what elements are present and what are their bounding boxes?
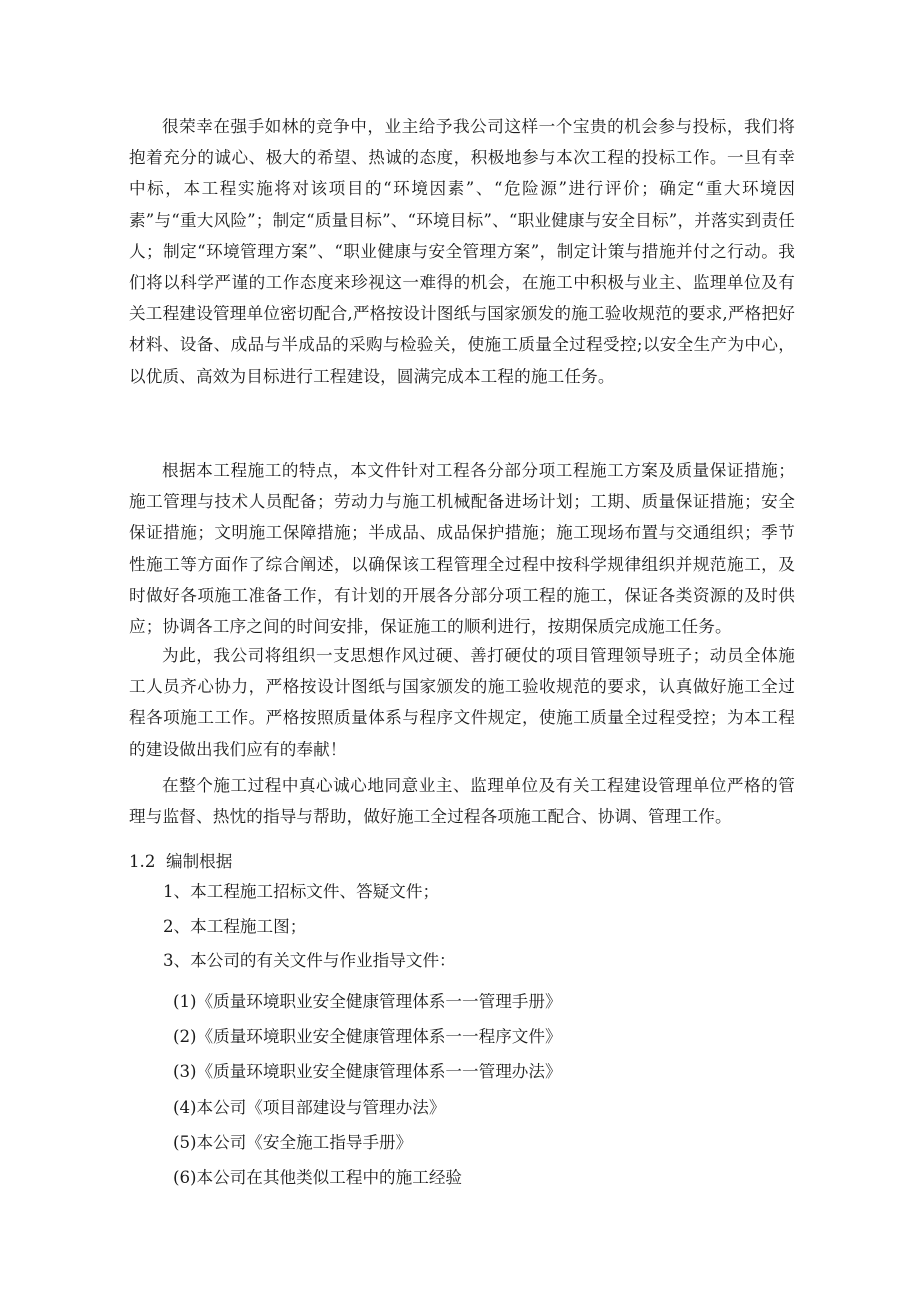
document-item-6: (6)本公司在其他类似工程中的施工经验	[173, 1168, 463, 1187]
intro-paragraph-3: 为此，我公司将组织一支思想作风过硬、善打硬仗的项目管理领导班子；动员全体施工人员齐心协力，严格按设计图纸与国家颁发的施工验收规范的要求，认真做好施工全过程各项施工工作。严格按照质量体系与程序文件规定，使施工质量全过程受控；为本工程的建设做出我们应有的奉献！	[129, 646, 795, 759]
basis-item-2: 2、本工程施工图；	[163, 917, 307, 936]
document-item-1: (1)《质量环境职业安全健康管理体系一一管理手册》	[173, 992, 562, 1011]
document-item-2: (2)《质量环境职业安全健康管理体系一一程序文件》	[173, 1027, 562, 1046]
basis-item-1: 1、本工程施工招标文件、答疑文件；	[163, 882, 440, 901]
intro-paragraph-4: 在整个施工过程中真心诚心地同意业主、监理单位及有关工程建设管理单位严格的管理与监督、热忱的指导与帮助，做好施工全过程各项施工配合、协调、管理工作。	[129, 776, 795, 827]
intro-paragraph-2: 根据本工程施工的特点，本文件针对工程各分部分项工程施工方案及质量保证措施；施工管理与技术人员配备；劳动力与施工机械配备进场计划；工期、质量保证措施；安全保证措施；文明施工保障措施；半成品、成品保护措施；施工现场布置与交通组织；季节性施工等方面作了综合阐述，以确保该工程管理全过程中按科学规律组织并规范施工，及时做好各项施工准备工作，有计划的开展各分部分项工程的施工，保证各类资源的及时供应；协调各工序之间的时间安排，保证施工的顺利进行，按期保质完成施工任务。	[129, 461, 795, 637]
section-heading	[129, 850, 232, 874]
section-number: 1.2	[129, 852, 156, 871]
document-item-4: (4)本公司《项目部建设与管理办法》	[173, 1098, 446, 1117]
document-item-5: (5)本公司《安全施工指导手册》	[173, 1133, 413, 1152]
section-title: 编制根据	[166, 852, 233, 871]
basis-item-3: 3、本公司的有关文件与作业指导文件：	[163, 951, 456, 970]
document-item-3: (3)《质量环境职业安全健康管理体系一一管理办法》	[173, 1062, 562, 1081]
intro-paragraph-1: 很荣幸在强手如林的竞争中，业主给予我公司这样一个宝贵的机会参与投标，我们将抱着充分的诚心、极大的希望、热诚的态度，积极地参与本次工程的投标工作。一旦有幸中标，本工程实施将对该项目的“环境因素”、“危险源”进行评价；确定“重大环境因素”与“重大风险”；制定“质量目标”、“环境目标”、“职业健康与安全目标”，并落实到责任人；制定“环境管理方案”、“职业健康与安全管理方案”，制定计策与措施并付之行动。我们将以科学严谨的工作态度来珍视这一难得的机会，在施工中积极与业主、监理单位及有关工程建设管理单位密切配合,严格按设计图纸与国家颁发的施工验收规范的要求,严格把好材料、设备、成品与半成品的采购与检验关，使施工质量全过程受控;以安全生产为中心，以优质、高效为目标进行工程建设，圆满完成本工程的施工任务。	[129, 117, 795, 386]
